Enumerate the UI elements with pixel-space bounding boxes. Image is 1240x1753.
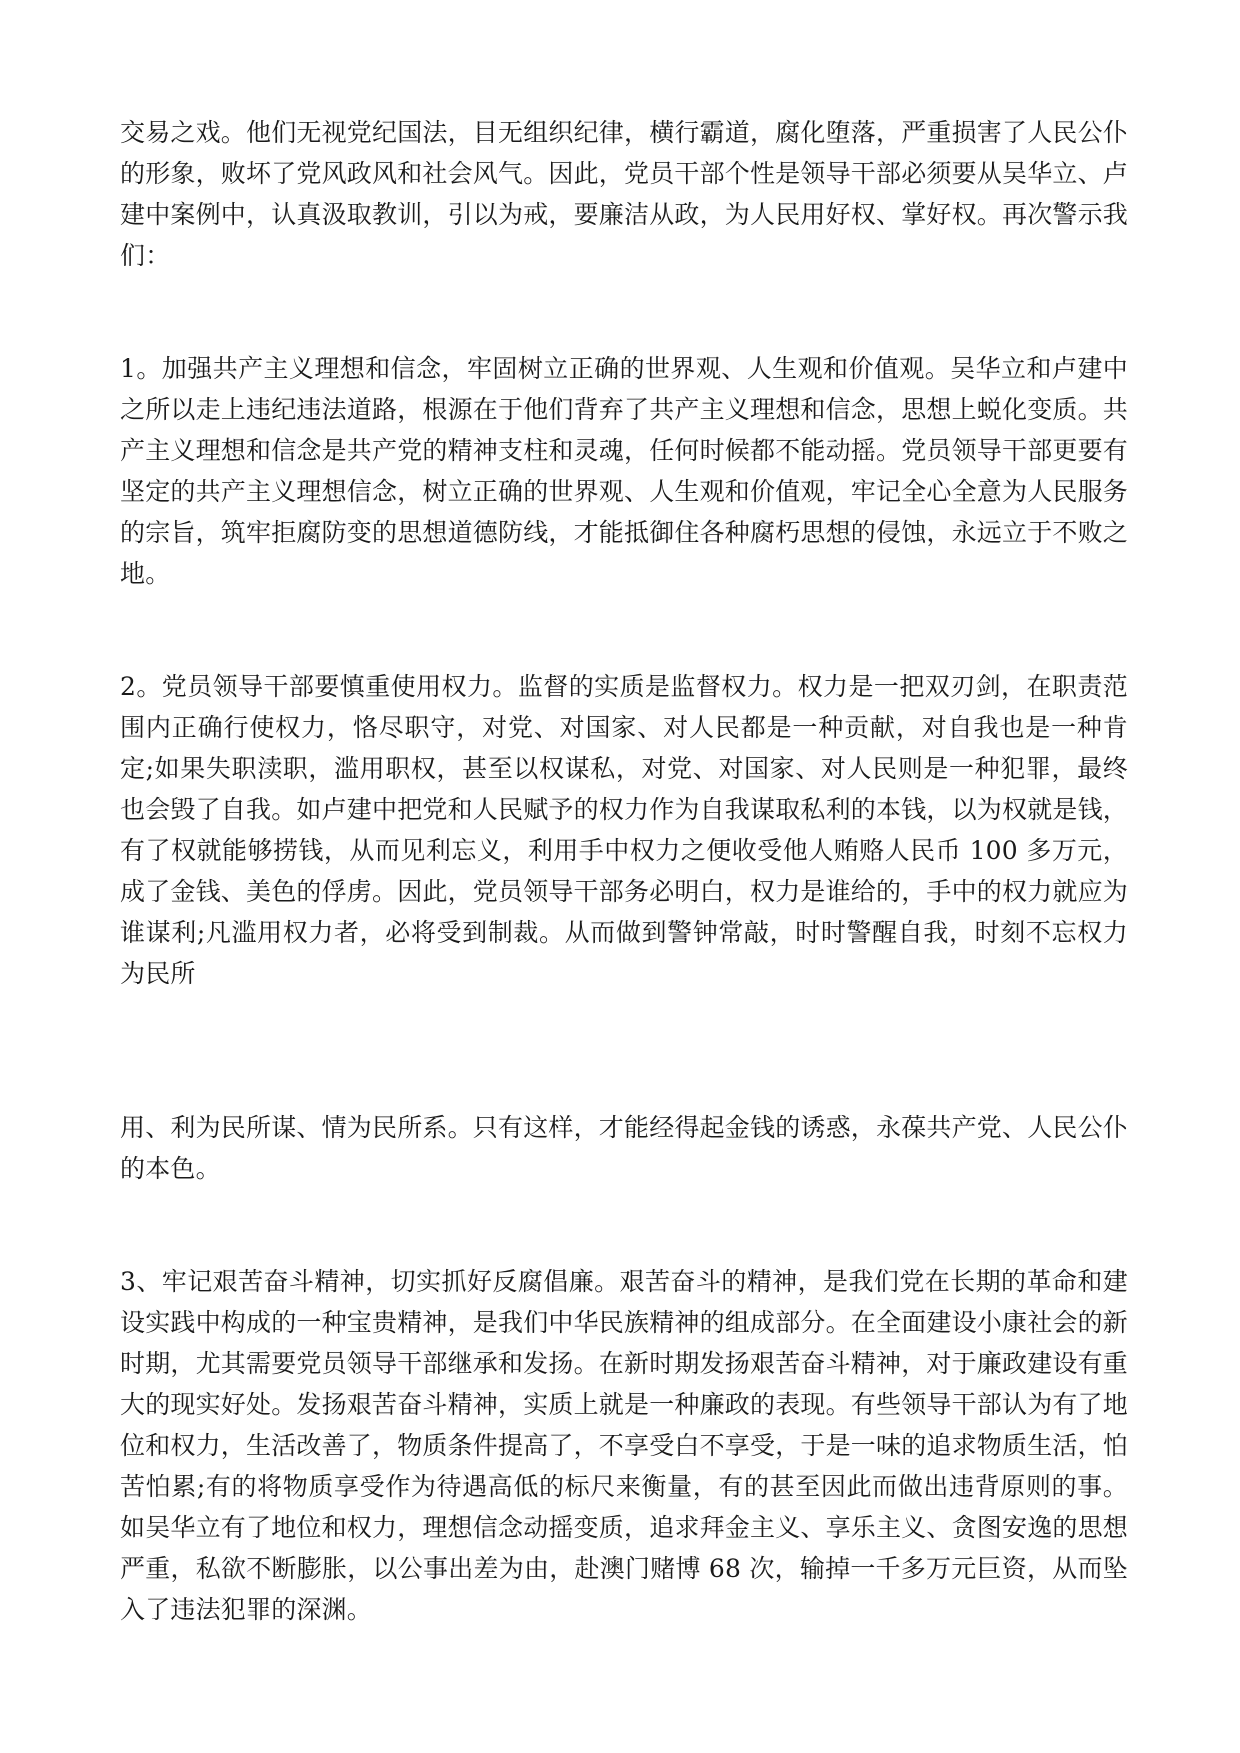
paragraph-point-2-continuation: 用、利为民所谋、情为民所系。只有这样，才能经得起金钱的诱惑，永葆共产党、人民公仆的本色。 xyxy=(120,1113,1129,1183)
paragraph-point-1: 1。加强共产主义理想和信念，牢固树立正确的世界观、人生观和价值观。吴华立和卢建中之所以走上违纪违法道路，根源在于他们背弃了共产主义理想和信念，思想上蜕化变质。共产主义理想和信念是共产党的精神支柱和灵魂，任何时候都不能动摇。党员领导干部更要有坚定的共产主义理想信念，树立正确的世界观、人生观和价值观，牢记全心全意为人民服务的宗旨，筑牢拒腐防变的思想道德防线，才能抵御住各种腐朽思想的侵蚀，永远立于不败之地。 xyxy=(120,354,1129,588)
paragraph-intro-continuation: 交易之戏。他们无视党纪国法，目无组织纪律，横行霸道，腐化堕落，严重损害了人民公仆的形象，败坏了党风政风和社会风气。因此，党员干部个性是领导干部必须要从吴华立、卢建中案例中，认真汲取教训，引以为戒，要廉洁从政，为人民用好权、掌好权。再次警示我们： xyxy=(120,118,1129,270)
paragraph-point-2: 2。党员领导干部要慎重使用权力。监督的实质是监督权力。权力是一把双刃剑，在职责范围内正确行使权力，恪尽职守，对党、对国家、对人民都是一种贡献，对自我也是一种肯定;如果失职渎职，滥用职权，甚至以权谋私，对党、对国家、对人民则是一种犯罪，最终也会毁了自我。如卢建中把党和人民赋予的权力作为自我谋取私利的本钱，以为权就是钱，有了权就能够捞钱，从而见利忘义，利用手中权力之便收受他人贿赂人民币 100 多万元，成了金钱、美色的俘虏。因此，党员领导干部务必明白，权力是谁给的，手中的权力就应为谁谋利;凡滥用权力者，必将受到制裁。从而做到警钟常敲，时时警醒自我，时刻不忘权力为民所 xyxy=(120,672,1129,988)
document-body xyxy=(120,112,1128,1630)
paragraph-point-3: 3、牢记艰苦奋斗精神，切实抓好反腐倡廉。艰苦奋斗的精神，是我们党在长期的革命和建设实践中构成的一种宝贵精神，是我们中华民族精神的组成部分。在全面建设小康社会的新时期，尤其需要党员领导干部继承和发扬。在新时期发扬艰苦奋斗精神，对于廉政建设有重大的现实好处。发扬艰苦奋斗精神，实质上就是一种廉政的表现。有些领导干部认为有了地位和权力，生活改善了，物质条件提高了，不享受白不享受，于是一味的追求物质生活，怕苦怕累;有的将物质享受作为待遇高低的标尺来衡量，有的甚至因此而做出违背原则的事。如吴华立有了地位和权力，理想信念动摇变质，追求拜金主义、享乐主义、贪图安逸的思想严重，私欲不断膨胀，以公事出差为由，赴澳门赌博 68 次，输掉一千多万元巨资，从而坠入了违法犯罪的深渊。 xyxy=(120,1267,1129,1624)
